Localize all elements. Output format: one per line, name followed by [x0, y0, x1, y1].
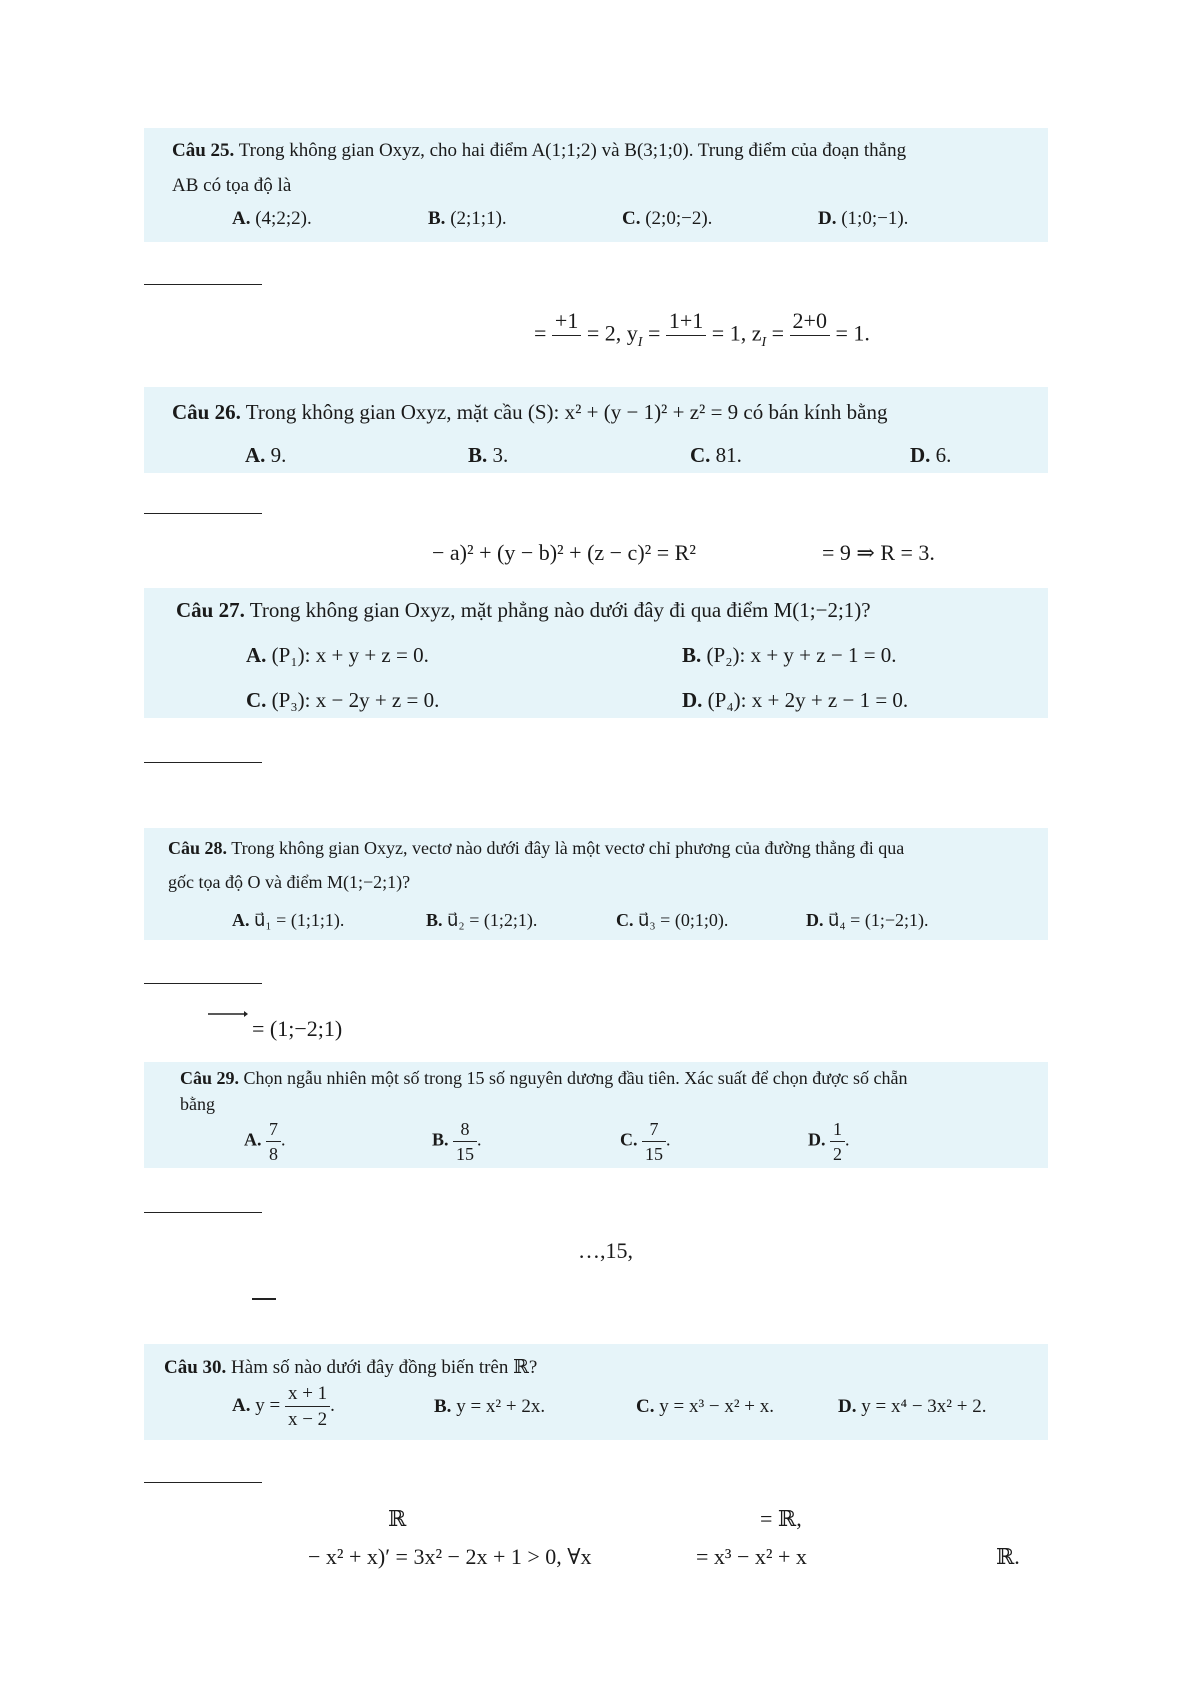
option-value: (1;0;−1).	[841, 208, 909, 229]
option-letter: D.	[818, 208, 837, 229]
vector-arrow-icon	[208, 1006, 248, 1016]
option-letter: D.	[806, 910, 824, 930]
option-a[interactable]	[245, 443, 286, 468]
solution-30-r2: = ℝ,	[760, 1506, 802, 1531]
option-letter: C.	[636, 1396, 655, 1417]
denominator	[552, 336, 581, 361]
formula-text: = 2, y	[586, 320, 638, 346]
option-value: u⃗₄ = (1;−2;1).	[828, 910, 929, 930]
solution-divider	[144, 513, 262, 514]
equals-sign: =	[647, 320, 661, 346]
solution-divider	[144, 762, 262, 763]
subscript: I	[637, 334, 643, 350]
formula-text: = 1, z	[711, 320, 762, 346]
question-25-stem	[172, 140, 906, 162]
option-c[interactable]	[622, 208, 712, 230]
option-d[interactable]	[818, 208, 908, 230]
solution-25-formula	[534, 310, 870, 361]
option-value: y = x³ − x² + x.	[659, 1396, 775, 1417]
question-27-stem	[176, 598, 871, 623]
question-text: Trong không gian Oxyz, cho hai điểm A(1;1;2) và B(3;1;0). Trung điểm của đoạn thẳng	[238, 140, 907, 161]
solution-divider	[144, 284, 262, 285]
option-value: (2;1;1).	[450, 208, 507, 229]
option-a[interactable]: A. $\frac{7}{8}$ .	[244, 1119, 286, 1164]
option-letter: B.	[682, 643, 702, 667]
question-29-stem	[180, 1068, 907, 1089]
fraction	[666, 310, 706, 361]
option-b[interactable]	[426, 910, 537, 931]
denominator	[790, 336, 830, 361]
option-letter: C.	[616, 910, 634, 930]
option-letter: A.	[245, 443, 266, 467]
question-label: Câu 26.	[172, 400, 241, 424]
question-text: Chọn ngẫu nhiên một số trong 15 số nguyên dương đầu tiên. Xác suất để chọn được số chẵn	[243, 1068, 908, 1088]
option-a[interactable]: A. y = $\frac{x + 1}{x - 2}$ .	[232, 1383, 335, 1430]
option-c[interactable]	[690, 443, 742, 468]
option-value: (2;0;−2).	[645, 208, 713, 229]
denominator: 15	[645, 1144, 663, 1164]
question-label: Câu 30.	[164, 1357, 227, 1378]
option-a[interactable]	[232, 910, 344, 931]
option-letter: A.	[246, 643, 267, 667]
question-30-stem	[164, 1356, 537, 1379]
fraction	[285, 1384, 330, 1429]
subscript: I	[761, 334, 767, 350]
numerator: 2+0	[790, 310, 830, 336]
option-value: 9.	[270, 443, 287, 467]
question-label: Câu 28.	[168, 838, 228, 858]
equals-sign: =	[534, 320, 547, 346]
numerator: 7	[266, 1120, 281, 1142]
option-letter: B.	[432, 1129, 449, 1150]
option-d[interactable]: D. $\frac{1}{2}$ .	[808, 1119, 850, 1164]
option-value: (P₄): x + 2y + z − 1 = 0.	[707, 688, 909, 712]
question-28-stem	[168, 838, 904, 859]
option-letter: D.	[682, 688, 703, 712]
denominator	[666, 336, 706, 361]
option-value: u⃗₁ = (1;1;1).	[254, 910, 345, 930]
option-a[interactable]	[232, 208, 312, 230]
option-value: u⃗₃ = (0;1;0).	[638, 910, 729, 930]
option-b[interactable]	[468, 443, 508, 468]
solution-30-line2c: ℝ.	[996, 1544, 1020, 1569]
formula-text: = 1.	[835, 320, 870, 346]
question-29-stem-line2	[180, 1094, 215, 1115]
option-value: 6.	[935, 443, 952, 467]
solution-26-left: − a)² + (y − b)² + (z − c)² = R²	[432, 540, 696, 565]
question-text: Trong không gian Oxyz, mặt phẳng nào dưới đây đi qua điểm M(1;−2;1)?	[249, 598, 871, 622]
option-value: (P₁): x + y + z = 0.	[271, 643, 429, 667]
question-label: Câu 25.	[172, 140, 235, 161]
denominator: 15	[456, 1144, 475, 1164]
question-26-stem	[172, 400, 887, 425]
question-28-stem-line2	[168, 872, 410, 893]
solution-divider	[144, 1212, 262, 1213]
numerator: 8	[453, 1120, 477, 1142]
option-c[interactable]	[636, 1396, 774, 1418]
question-text: Trong không gian Oxyz, mặt cầu (S): x² + (y − 1)² + z² = 9 có bán kính bằng	[245, 400, 888, 424]
option-b[interactable]	[434, 1396, 545, 1418]
option-d[interactable]	[838, 1396, 986, 1418]
denominator: x − 2	[287, 1409, 328, 1430]
option-letter: B.	[434, 1396, 452, 1417]
denominator: 2	[833, 1144, 842, 1164]
solution-divider	[144, 1482, 262, 1483]
option-d[interactable]	[806, 910, 928, 931]
fraction-bar	[252, 1298, 276, 1300]
option-letter: A.	[232, 1394, 251, 1416]
question-text: bằng	[180, 1094, 215, 1114]
option-letter: C.	[622, 208, 641, 229]
option-d[interactable]	[682, 688, 908, 713]
option-letter: A.	[244, 1129, 262, 1150]
option-value: u⃗₂ = (1;2;1).	[447, 910, 538, 930]
numerator: 7	[642, 1120, 666, 1142]
option-value: y =	[255, 1394, 281, 1416]
numerator: x + 1	[285, 1384, 330, 1407]
option-letter: C.	[620, 1129, 638, 1150]
option-b[interactable]: B. $\frac{8}{15}$ .	[432, 1119, 482, 1164]
option-value: y = x² + 2x.	[456, 1396, 546, 1417]
option-a[interactable]	[246, 643, 429, 668]
question-label: Câu 29.	[180, 1068, 240, 1088]
option-c[interactable]	[246, 688, 439, 713]
option-d[interactable]	[910, 443, 951, 468]
numerator: +1	[552, 310, 581, 336]
solution-30-r1: ℝ	[388, 1506, 407, 1531]
question-text: AB có tọa độ là	[172, 175, 292, 196]
option-b[interactable]	[428, 208, 507, 230]
option-value: (4;2;2).	[255, 208, 312, 229]
numerator: 1+1	[666, 310, 706, 336]
option-value: y = x⁴ − 3x² + 2.	[861, 1396, 987, 1417]
option-letter: D.	[910, 443, 931, 467]
fraction	[642, 1120, 666, 1163]
question-25-stem-line2	[172, 175, 291, 197]
solution-28-formula: = (1;−2;1)	[252, 1016, 343, 1041]
question-text: Hàm số nào dưới đây đồng biến trên ℝ?	[231, 1357, 538, 1378]
option-letter: B.	[468, 443, 488, 467]
option-value: 3.	[492, 443, 509, 467]
option-letter: B.	[428, 208, 446, 229]
numerator: 1	[830, 1120, 845, 1142]
fraction	[552, 310, 581, 361]
solution-29-text: …,15,	[578, 1238, 633, 1263]
option-letter: A.	[232, 208, 251, 229]
question-text: Trong không gian Oxyz, vectơ nào dưới đây là một vectơ chỉ phương của đường thẳng đi qua	[231, 838, 905, 858]
option-letter: D.	[808, 1129, 826, 1150]
option-letter: C.	[690, 443, 711, 467]
option-letter: B.	[426, 910, 443, 930]
fraction	[453, 1120, 477, 1163]
option-c[interactable]: C. $\frac{7}{15}$ .	[620, 1119, 671, 1164]
question-label: Câu 27.	[176, 598, 245, 622]
option-value: 81.	[715, 443, 742, 467]
fraction	[790, 310, 830, 361]
equals-sign: =	[771, 320, 785, 346]
option-letter: D.	[838, 1396, 857, 1417]
fraction	[266, 1120, 281, 1163]
fraction	[830, 1120, 845, 1163]
option-value: (P₃): x − 2y + z = 0.	[271, 688, 440, 712]
option-value: (P₂): x + y + z − 1 = 0.	[706, 643, 897, 667]
option-c[interactable]	[616, 910, 728, 931]
denominator: 8	[269, 1144, 278, 1164]
solution-30-line2a: − x² + x)′ = 3x² − 2x + 1 > 0, ∀x	[308, 1544, 592, 1569]
option-b[interactable]	[682, 643, 897, 668]
solution-26-right: = 9 ⇒ R = 3.	[822, 540, 935, 565]
option-letter: A.	[232, 910, 250, 930]
solution-divider	[144, 983, 262, 984]
question-text: gốc tọa độ O và điểm M(1;−2;1)?	[168, 872, 411, 892]
solution-30-line2b: = x³ − x² + x	[696, 1544, 807, 1569]
option-letter: C.	[246, 688, 267, 712]
